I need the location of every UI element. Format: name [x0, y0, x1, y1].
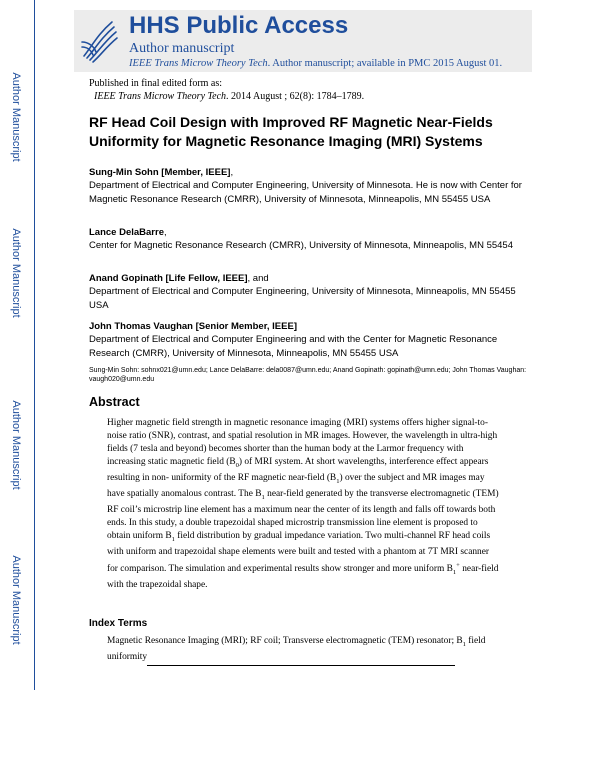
author-affiliation: Center for Magnetic Resonance Research (CMRR), University of Minnesota, Minneapolis, MN 55454 [89, 240, 513, 252]
index-terms-text: field uniformity [107, 636, 486, 662]
author-block [89, 166, 529, 206]
abstract-text: near-field with the trapezoidal shape. [107, 563, 499, 590]
author-block [89, 226, 529, 253]
index-terms-heading: Index Terms [89, 618, 148, 629]
abstract-text: near-field generated by the transverse electromagnetic (TEM) RF coil’s microstrip line element has a maximum near the center of its length and falls off towards both ends. In this study, a double trapezoidal shaped microstrip transmission line element is proposed to obtain uniform B [107, 488, 499, 541]
sidebar-label: Author Manuscript [10, 72, 22, 162]
author-line [89, 166, 529, 179]
author-name: Sung-Min Sohn [Member, IEEE] [89, 167, 231, 178]
index-terms-body [107, 635, 501, 664]
citation-journal: IEEE Trans Microw Theory Tech [94, 91, 227, 102]
author-affiliation: Department of Electrical and Computer Engineering, University of Minnesota. He is now with Center for Magnetic Resonance Research (CMRR), University of Minnesota, Minneapolis, MN 55455 USA [89, 180, 522, 205]
author-line [89, 226, 529, 239]
citation-details: . 2014 August ; 62(8): 1784–1789. [226, 91, 365, 102]
author-name: Anand Gopinath [Life Fellow, IEEE] [89, 273, 248, 284]
author-separator: , [230, 167, 234, 178]
hhs-subtitle: Author manuscript [129, 41, 235, 56]
paper-title: RF Head Coil Design with Improved RF Magnetic Near-Fields Uniformity for Magnetic Resonance Imaging (MRI) Systems [89, 114, 493, 149]
hhs-journal-line [129, 58, 502, 69]
citation-line [94, 91, 364, 102]
divider [147, 665, 455, 666]
superscript: + [456, 561, 460, 569]
abstract-body [107, 417, 501, 592]
author-line [89, 272, 529, 285]
journal-name: IEEE Trans Microw Theory Tech [129, 58, 268, 69]
index-terms-text: Magnetic Resonance Imaging (MRI); RF coil; Transverse electromagnetic (TEM) resonator; B [107, 636, 463, 646]
subscript: 0 [235, 461, 239, 469]
abstract-text: ) of MRI system. At short wavelengths, interference effect appears resulting in non- uniformity of the RF magnetic near-field (B [107, 457, 489, 483]
subscript: 1 [336, 477, 340, 485]
sidebar-label: Author Manuscript [10, 400, 22, 490]
abstract-text: field distribution by gradual impedance variation. Two multi-channel RF head coils with uniform and trapezoidal shape elements were built and tested with a phantom at 7T MRI scanner for comparison. The simulation and experimental results show stronger and more uniform B [107, 530, 491, 574]
hhs-header [74, 10, 532, 72]
published-line: Published in final edited form as: [89, 78, 223, 89]
sidebar-line [34, 0, 35, 690]
author-separator: , [163, 227, 167, 238]
author-affiliation: Department of Electrical and Computer Engineering and with the Center for Magnetic Resonance Research (CMRR), University of Minnesota, Minneapolis, MN 55455 USA [89, 334, 498, 359]
sidebar-label: Author Manuscript [10, 228, 22, 318]
author-block [89, 320, 529, 360]
abstract-text: Higher magnetic field strength in magnetic resonance imaging (MRI) systems offers higher signal-to-noise ratio (SNR), contrast, and spatial resolution in MR images. However, the wavelength in ultra-high fields (7 tesla and beyond) becomes shorter than the human body at the Larmor frequency with increasing static magnetic field (B [107, 418, 498, 467]
author-block [89, 272, 529, 312]
abstract-text: ) over the subject and MR images may have spatially anomalous contrast. The B [107, 472, 485, 499]
hhs-title: HHS Public Access [129, 12, 349, 39]
author-separator: , and [247, 273, 269, 284]
sidebar-label: Author Manuscript [10, 555, 22, 645]
subscript: 1 [261, 493, 265, 501]
abstract-heading: Abstract [89, 395, 140, 409]
author-affiliation: Department of Electrical and Computer Engineering, University of Minnesota, Minneapolis, MN 55455 USA [89, 286, 516, 311]
author-line [89, 320, 529, 333]
subscript: 1 [462, 640, 466, 648]
subscript: 1 [171, 535, 175, 543]
hhs-eagle-icon [78, 16, 120, 66]
author-name: Lance DelaBarre [89, 227, 164, 238]
author-emails: Sung-Min Sohn: sohnx021@umn.edu; Lance DelaBarre: dela0087@umn.edu; Anand Gopinath: gopinath@umn.edu; John Thomas Vaughan: vaugh020@umn.edu [89, 367, 527, 384]
subscript: 1 [452, 568, 457, 576]
author-name: John Thomas Vaughan [Senior Member, IEEE] [89, 321, 297, 332]
availability-text: . Author manuscript; available in PMC 2015 August 01. [267, 58, 503, 69]
